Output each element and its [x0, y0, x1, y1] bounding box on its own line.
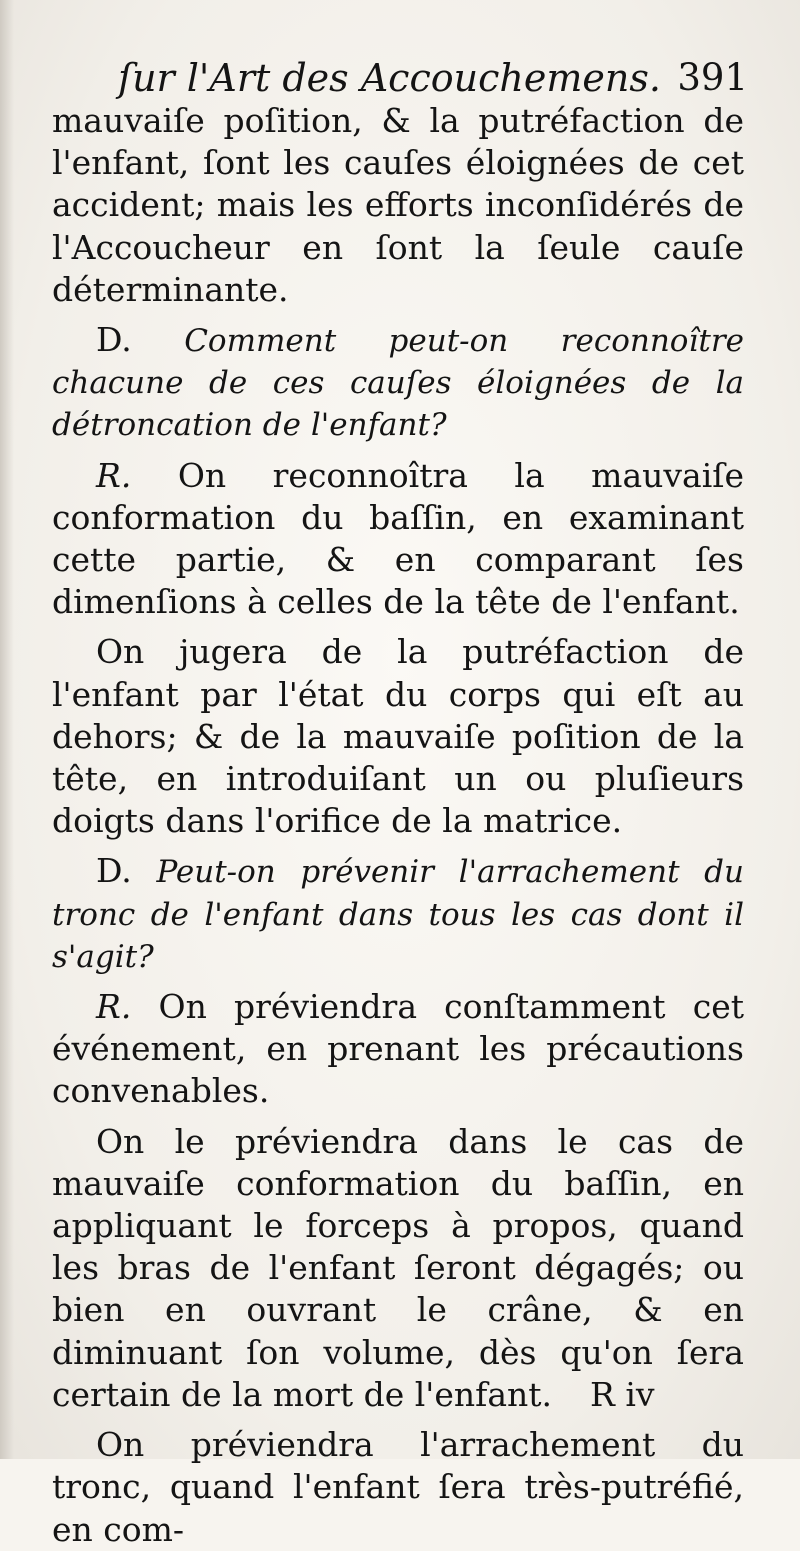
running-title: ſur l'Art des Accouchemens.: [118, 56, 661, 100]
paragraph-continuation: [52, 100, 744, 311]
page-body: [52, 100, 744, 1551]
question-paragraph: [52, 850, 744, 978]
page-number: 391: [677, 56, 748, 99]
paragraph-text: On jugera de la putréfaction de l'enfant par l'état du corps qui eſt au dehors; & de la mauvaiſe poſition de la tête, en introduiſant un ou pluſieurs doigts dans l'orifice de la matrice.: [52, 632, 744, 841]
paragraph: [52, 631, 744, 842]
page-edge-shadow: [0, 0, 14, 1459]
answer-text: On préviendra conſtamment cet événement, en prenant les précautions convenables.: [52, 987, 744, 1111]
question-text: Comment peut-on reconnoître chacune de ces cauſes éloignées de la détroncation de l'enfant?: [52, 323, 745, 444]
question-label: D.: [96, 320, 132, 360]
answer-paragraph: [52, 986, 744, 1113]
question-paragraph: [52, 319, 744, 447]
paragraph-text: On le préviendra dans le cas de mauvaiſe conformation du baſſin, en appliquant le forceps à propos, quand les bras de l'enfant ſeront dégagés; ou bien en ouvrant le crâne, & en diminuant ſon volume, dès qu'on ſera certain de la mort de l'enfant.: [52, 1121, 744, 1414]
paragraph-text: On préviendra l'arrachement du tronc, quand l'enfant ſera très-putréfié, en com-: [52, 1425, 744, 1549]
page-header: [118, 50, 748, 106]
paragraph-text: mauvaiſe poſition, & la putréfaction de l'enfant, ſont les cauſes éloignées de cet accident; mais les efforts inconſidérés de l'Accoucheur en ſont la ſeule cauſe déterminante.: [52, 101, 744, 309]
answer-paragraph: [52, 455, 744, 624]
signature-mark: R iv: [590, 1375, 655, 1414]
question-text: Peut-on prévenir l'arrachement du tronc de l'enfant dans tous les cas dont il s'agit?: [52, 854, 744, 975]
question-label: D.: [96, 851, 132, 891]
answer-label: R.: [96, 987, 132, 1027]
paragraph: [52, 1424, 744, 1551]
paragraph: [52, 1121, 744, 1416]
answer-text: On reconnoîtra la mauvaiſe conformation du baſſin, en examinant cette partie, & en comparant ſes dimenſions à celles de la tête de l'enfant.: [52, 455, 744, 622]
answer-label: R.: [96, 455, 132, 495]
